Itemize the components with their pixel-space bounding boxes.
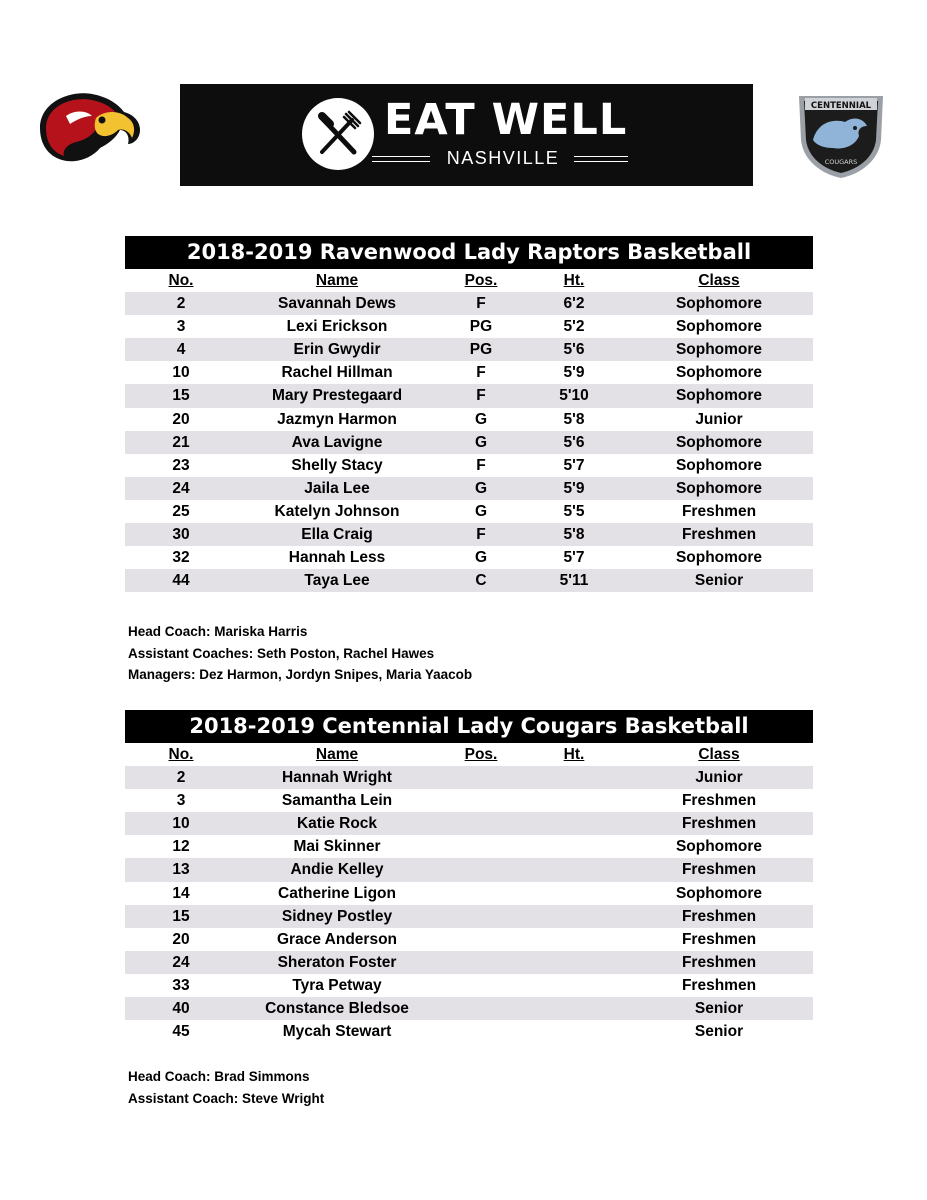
table-row <box>125 384 813 407</box>
player-no: 3 <box>176 318 186 336</box>
player-no: 4 <box>176 341 186 359</box>
player-no: 14 <box>172 884 190 902</box>
centennial-title: 2018-2019 Centennial Lady Cougars Basketball <box>125 710 813 743</box>
player-pos: G <box>474 549 488 567</box>
player-name: Ava Lavigne <box>291 433 383 451</box>
player-no: 12 <box>172 838 190 856</box>
centennial-cougars-shield-logo <box>795 90 887 180</box>
player-no: 21 <box>172 433 190 451</box>
player-ht: 5'9 <box>563 364 585 382</box>
player-pos: F <box>476 387 486 405</box>
player-class: Freshmen <box>681 815 757 833</box>
ravenwood-table-body <box>125 292 813 592</box>
player-name: Andie Kelley <box>290 861 384 879</box>
player-no: 10 <box>172 815 190 833</box>
player-ht: 5'9 <box>563 479 585 497</box>
player-class: Sophomore <box>675 364 763 382</box>
table-row <box>125 523 813 546</box>
player-class: Sophomore <box>675 341 763 359</box>
table-row <box>125 431 813 454</box>
col-header-ht: Ht. <box>563 746 585 763</box>
banner-rule-left <box>372 156 430 162</box>
player-class: Sophomore <box>675 387 763 405</box>
player-class: Sophomore <box>675 295 763 313</box>
table-row <box>125 858 813 881</box>
table-row <box>125 997 813 1020</box>
centennial-head-coach: Head Coach: Brad Simmons <box>128 1069 310 1084</box>
player-class: Sophomore <box>675 479 763 497</box>
ravenwood-assistant-coaches: Assistant Coaches: Seth Poston, Rachel Hawes <box>128 645 435 661</box>
player-no: 2 <box>176 769 186 787</box>
player-ht: 5'5 <box>563 502 585 520</box>
table-row <box>125 1020 813 1043</box>
player-ht: 5'7 <box>563 456 585 474</box>
player-name: Catherine Ligon <box>278 884 396 902</box>
player-class: Freshmen <box>681 953 757 971</box>
table-row <box>125 569 813 592</box>
player-class: Junior <box>695 769 743 787</box>
player-name: Shelly Stacy <box>291 456 383 474</box>
player-name: Rachel Hillman <box>281 364 393 382</box>
player-name: Ella Craig <box>301 526 373 544</box>
player-no: 32 <box>172 549 190 567</box>
player-name: Mai Skinner <box>293 838 381 856</box>
player-class: Freshmen <box>681 976 757 994</box>
player-pos: PG <box>469 341 493 359</box>
eat-well-nashville-banner <box>180 84 753 186</box>
fork-knife-icon <box>302 98 374 170</box>
player-name: Hannah Less <box>288 549 386 567</box>
player-name: Grace Anderson <box>276 930 398 948</box>
player-class: Senior <box>694 1023 744 1041</box>
table-row <box>125 361 813 384</box>
player-no: 40 <box>172 1000 190 1018</box>
player-class: Senior <box>694 572 744 590</box>
table-row <box>125 812 813 835</box>
banner-brand: EAT WELL <box>384 95 628 145</box>
centennial-table-body <box>125 766 813 1043</box>
player-ht: 5'6 <box>563 341 585 359</box>
player-class: Junior <box>695 410 743 428</box>
raptor-head-logo <box>36 88 142 166</box>
player-no: 44 <box>172 572 190 590</box>
player-pos: G <box>474 433 488 451</box>
player-class: Freshmen <box>681 930 757 948</box>
shield-top-text: CENTENNIAL <box>810 101 872 111</box>
player-pos: F <box>476 364 486 382</box>
table-row <box>125 338 813 361</box>
table-row <box>125 292 813 315</box>
player-no: 30 <box>172 526 190 544</box>
table-row <box>125 951 813 974</box>
table-row <box>125 789 813 812</box>
player-no: 20 <box>172 930 190 948</box>
player-name: Erin Gwydir <box>293 341 381 359</box>
player-pos: F <box>476 526 486 544</box>
player-no: 20 <box>172 410 190 428</box>
player-class: Sophomore <box>675 838 763 856</box>
player-class: Freshmen <box>681 861 757 879</box>
player-pos: PG <box>469 318 493 336</box>
player-no: 15 <box>172 907 190 925</box>
player-ht: 5'2 <box>563 318 585 336</box>
ravenwood-head-coach: Head Coach: Mariska Harris <box>128 624 308 639</box>
player-class: Freshmen <box>681 502 757 520</box>
player-class: Senior <box>694 1000 744 1018</box>
player-ht: 5'8 <box>563 526 585 544</box>
table-row <box>125 454 813 477</box>
table-row <box>125 408 813 431</box>
player-no: 45 <box>172 1023 190 1041</box>
table-row <box>125 928 813 951</box>
player-no: 24 <box>172 953 190 971</box>
ravenwood-staff <box>128 621 472 686</box>
player-no: 10 <box>172 364 190 382</box>
player-ht: 6'2 <box>563 295 585 313</box>
player-pos: F <box>476 456 486 474</box>
player-class: Sophomore <box>675 318 763 336</box>
table-row <box>125 477 813 500</box>
player-name: Katie Rock <box>296 815 378 833</box>
player-ht: 5'11 <box>559 572 589 590</box>
player-ht: 5'10 <box>559 387 589 405</box>
col-header-name: Name <box>315 746 359 763</box>
player-class: Freshmen <box>681 907 757 925</box>
player-name: Sidney Postley <box>281 907 393 925</box>
col-header-no: No. <box>168 272 194 289</box>
player-pos: G <box>474 479 488 497</box>
player-class: Freshmen <box>681 526 757 544</box>
player-pos: G <box>474 410 488 428</box>
player-no: 15 <box>172 387 190 405</box>
ravenwood-managers: Managers: Dez Harmon, Jordyn Snipes, Maria Yaacob <box>128 667 473 682</box>
table-row <box>125 905 813 928</box>
player-name: Taya Lee <box>304 572 370 590</box>
player-name: Lexi Erickson <box>286 318 388 336</box>
player-class: Sophomore <box>675 549 763 567</box>
player-name: Tyra Petway <box>292 976 382 994</box>
table-row <box>125 974 813 997</box>
player-name: Jaila Lee <box>304 479 370 497</box>
player-no: 2 <box>176 295 186 313</box>
player-name: Mycah Stewart <box>282 1023 392 1041</box>
ravenwood-header-row <box>125 269 813 292</box>
banner-sub: NASHVILLE <box>446 148 560 168</box>
col-header-class: Class <box>698 746 740 763</box>
player-no: 25 <box>172 502 190 520</box>
shield-bottom-text: COUGARS <box>824 158 858 166</box>
table-row <box>125 835 813 858</box>
player-no: 3 <box>176 792 186 810</box>
player-pos: C <box>475 572 487 590</box>
player-name: Constance Bledsoe <box>265 1000 409 1018</box>
player-no: 13 <box>172 861 190 879</box>
player-ht: 5'7 <box>563 549 585 567</box>
table-row <box>125 500 813 523</box>
player-ht: 5'8 <box>563 410 585 428</box>
player-name: Samantha Lein <box>281 792 393 810</box>
player-ht: 5'6 <box>563 433 585 451</box>
table-row <box>125 315 813 338</box>
centennial-staff <box>128 1066 324 1109</box>
col-header-class: Class <box>698 272 740 289</box>
player-class: Sophomore <box>675 433 763 451</box>
player-name: Sheraton Foster <box>277 953 397 971</box>
col-header-name: Name <box>315 272 359 289</box>
table-row <box>125 766 813 789</box>
ravenwood-title: 2018-2019 Ravenwood Lady Raptors Basketball <box>125 236 813 269</box>
player-name: Mary Prestegaard <box>271 387 403 405</box>
col-header-ht: Ht. <box>563 272 585 289</box>
player-no: 23 <box>172 456 190 474</box>
col-header-no: No. <box>168 746 194 763</box>
banner-rule-right <box>574 156 628 162</box>
player-no: 33 <box>172 976 190 994</box>
centennial-roster <box>125 710 813 1043</box>
centennial-assistant-coach: Assistant Coach: Steve Wright <box>128 1090 325 1106</box>
player-name: Jazmyn Harmon <box>277 410 397 428</box>
player-class: Sophomore <box>675 456 763 474</box>
player-class: Sophomore <box>675 884 763 902</box>
player-class: Freshmen <box>681 792 757 810</box>
col-header-pos: Pos. <box>464 746 498 763</box>
player-name: Savannah Dews <box>277 295 397 313</box>
player-pos: F <box>476 295 486 313</box>
ravenwood-roster <box>125 236 813 592</box>
player-pos: G <box>474 502 488 520</box>
player-name: Katelyn Johnson <box>274 502 400 520</box>
centennial-header-row <box>125 743 813 766</box>
player-no: 24 <box>172 479 190 497</box>
player-name: Hannah Wright <box>282 769 392 787</box>
col-header-pos: Pos. <box>464 272 498 289</box>
table-row <box>125 882 813 905</box>
table-row <box>125 546 813 569</box>
